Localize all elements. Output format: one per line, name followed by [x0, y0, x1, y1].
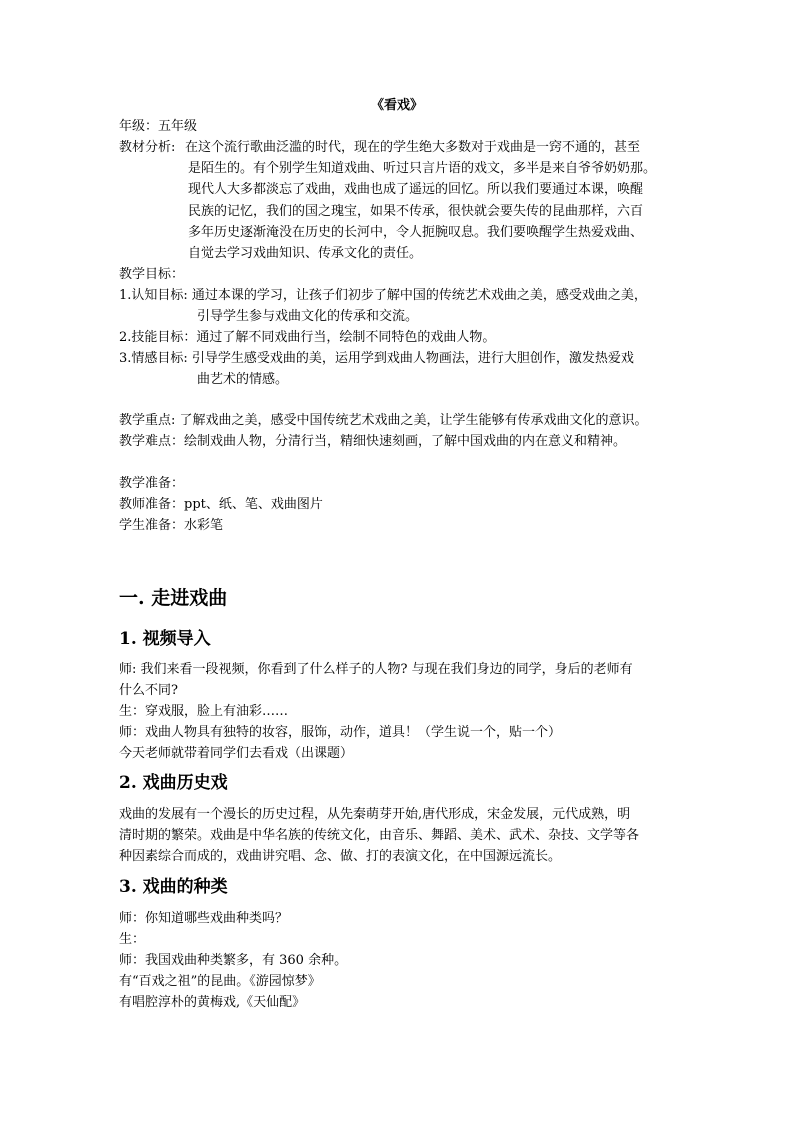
subsection-heading: 2. 戏曲历史戏 [119, 773, 228, 793]
prep-teacher: 教师准备：ppt、纸、笔、戏曲图片 [119, 497, 323, 512]
analysis-line: 现代人大多都淡忘了戏曲，戏曲也成了遥远的回忆。所以我们要通过本课，唤醒 [188, 182, 644, 197]
subsection-body [119, 659, 679, 764]
subsection-body [119, 804, 679, 867]
body-line: 师: 我们来看一段视频，你看到了什么样子的人物? 与现在我们身边的同学，身后的老师有 [119, 662, 633, 677]
difficulty: 教学难点：绘制戏曲人物，分清行当，精细快速刻画，了解中国戏曲的内在意义和精神。 [119, 434, 627, 449]
body-line: 生： [119, 932, 146, 947]
prep-heading: 教学准备： [119, 476, 185, 491]
analysis-line: 民族的记忆，我们的国之瑰宝，如果不传承，很快就会要失传的昆曲那样，六百 [188, 204, 644, 219]
goal-emotion: 3.情感目标: 引导学生感受戏曲的美，运用学到戏曲人物画法，进行大胆创作，激发热爱戏 [119, 351, 634, 366]
body-line: 种因素综合而成的，戏曲讲究唱、念、做、打的表演文化，在中国源远流长。 [119, 849, 562, 864]
goal-skill: 2.技能目标：通过了解不同戏曲行当，绘制不同特色的戏曲人物。 [119, 330, 496, 345]
analysis-label: 教材分析: [119, 140, 176, 155]
body-line: 什么不同? [119, 683, 178, 698]
body-line: 师：我国戏曲种类繁多，有 360 余种。 [119, 953, 348, 968]
body-line: 师：你知道哪些戏曲种类吗？ [119, 911, 289, 926]
goals-heading: 教学目标： [119, 267, 185, 282]
goal-emotion-continued: 曲艺术的情感。 [197, 372, 289, 387]
body-line: 戏曲的发展有一个漫长的历史过程，从先秦萌芽开始,唐代形成，宋金发展，元代成熟，明 [119, 807, 631, 822]
body-line: 今天老师就带着同学们去看戏（出课题） [119, 746, 354, 761]
body-line: 清时期的繁荣。戏曲是中华名族的传统文化，由音乐、舞蹈、美术、武术、杂技、文学等各 [119, 828, 640, 843]
subsection-heading: 3. 戏曲的种类 [119, 877, 228, 897]
document-title: 《看戏》 [370, 98, 423, 113]
goal-cognitive-continued: 引导学生参与戏曲文化的传承和交流。 [197, 309, 419, 324]
analysis-line: 多年历史逐渐淹没在历史的长河中，令人扼腕叹息。我们要唤醒学生热爱戏曲、 [188, 225, 644, 240]
grade-line: 年级：五年级 [119, 119, 198, 134]
key-point: 教学重点: 了解戏曲之美，感受中国传统艺术戏曲之美，让学生能够有传承戏曲文化的意识。 [119, 413, 648, 428]
body-line: 生：穿戏服，脸上有油彩…… [119, 704, 289, 719]
goal-cognitive: 1.认知目标: 通过本课的学习，让孩子们初步了解中国的传统艺术戏曲之美，感受戏曲之美， [119, 288, 647, 303]
body-line: 有唱腔淳朴的黄梅戏,《天仙配》 [119, 995, 306, 1010]
body-line: 师：戏曲人物具有独特的妆容，服饰，动作，道具！（学生说一个，贴一个） [119, 725, 562, 740]
section-heading: 一. 走进戏曲 [119, 587, 228, 609]
body-line: 有“百戏之祖”的昆曲。《游园惊梦》 [119, 974, 321, 989]
analysis-line: 在这个流行歌曲泛滥的时代，现在的学生绝大多数对于戏曲是一窍不通的，甚至 [185, 140, 641, 155]
subsection-body [119, 908, 679, 1013]
analysis-line: 自觉去学习戏曲知识、传承文化的责任。 [188, 246, 423, 261]
analysis-line: 是陌生的。有个别学生知道戏曲、听过只言片语的戏文，多半是来自爷爷奶奶那。 [188, 161, 657, 176]
prep-student: 学生准备：水彩笔 [119, 518, 224, 533]
subsection-heading: 1. 视频导入 [119, 629, 211, 649]
